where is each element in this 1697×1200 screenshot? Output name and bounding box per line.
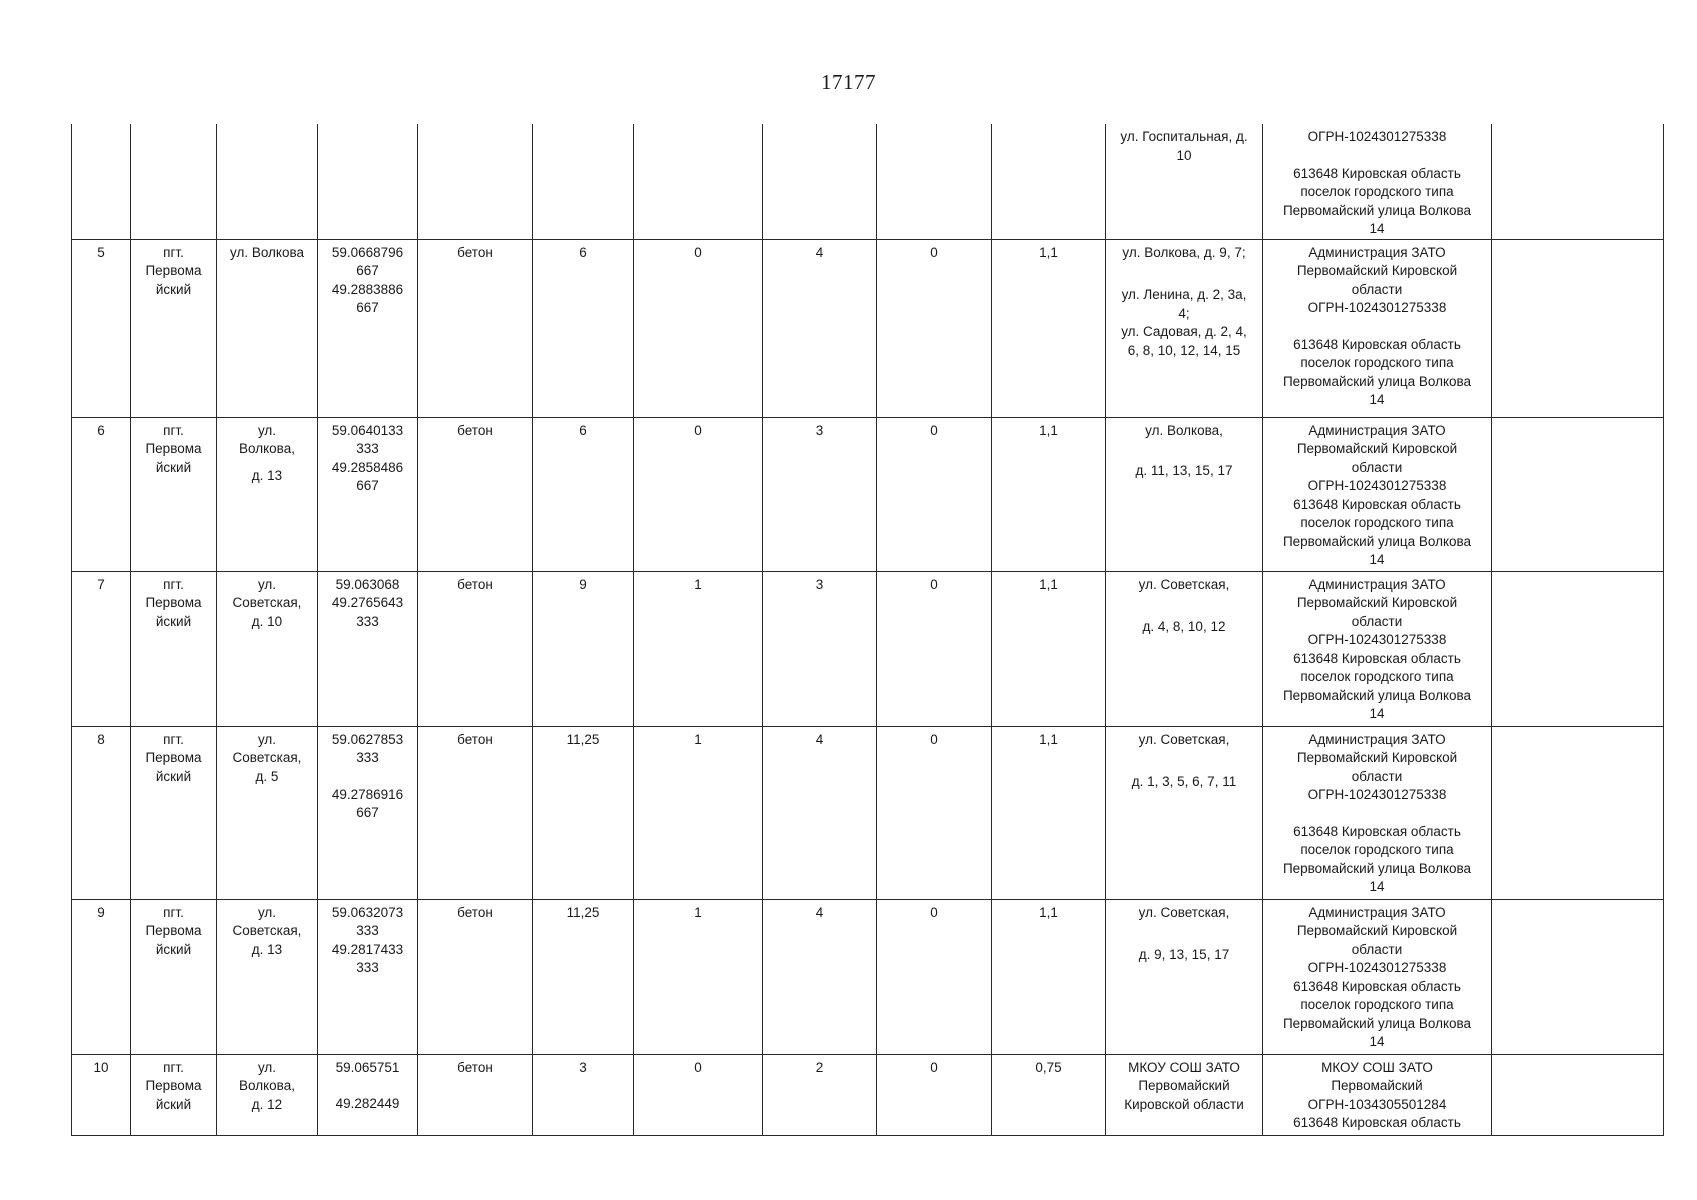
- table-row: [72, 239, 1664, 417]
- table-row: [72, 726, 1664, 899]
- cell-surface: бетон: [418, 417, 533, 571]
- cell-surface: [418, 124, 533, 239]
- cell-volume: 1,1: [992, 899, 1106, 1054]
- cell-owner: Администрация ЗАТО Первомайский Кировской области ОГРН-1024301275338 613648 Кировская область поселок городского типа Первомайский улица Волкова 14: [1263, 571, 1492, 726]
- cell-volume: 1,1: [992, 239, 1106, 417]
- cell-count-1: 1: [634, 899, 763, 1054]
- cell-served-objects: ул. Советская, д. 1, 3, 5, 6, 7, 11: [1106, 726, 1263, 899]
- cell-number: 8: [72, 726, 131, 899]
- cell-coordinates: 59.0640133 333 49.2858486 667: [318, 417, 418, 571]
- cell-owner: Администрация ЗАТО Первомайский Кировской области ОГРН-1024301275338 613648 Кировская область поселок городского типа Первомайский улица Волкова 14: [1263, 239, 1492, 417]
- cell-street: ул. Волкова, д. 12: [217, 1054, 318, 1135]
- cell-settlement: пгт. Первома йский: [131, 1054, 217, 1135]
- table-row: [72, 124, 1664, 239]
- cell-volume: 1,1: [992, 417, 1106, 571]
- cell-count-1: 0: [634, 417, 763, 571]
- cell-count-1: 0: [634, 1054, 763, 1135]
- cell-street: ул. Волкова, д. 13: [217, 417, 318, 571]
- cell-count-2: 3: [763, 571, 877, 726]
- cell-area: 9: [533, 571, 634, 726]
- cell-area: 6: [533, 417, 634, 571]
- cell-coordinates: 59.065751 49.282449: [318, 1054, 418, 1135]
- cell-notes: [1492, 1054, 1664, 1135]
- cell-settlement: пгт. Первома йский: [131, 571, 217, 726]
- cell-surface: бетон: [418, 239, 533, 417]
- cell-area: 11,25: [533, 726, 634, 899]
- cell-area: 6: [533, 239, 634, 417]
- cell-served-objects: ул. Советская, д. 4, 8, 10, 12: [1106, 571, 1263, 726]
- cell-number: [72, 124, 131, 239]
- cell-served-objects: МКОУ СОШ ЗАТО Первомайский Кировской области: [1106, 1054, 1263, 1135]
- cell-volume: 0,75: [992, 1054, 1106, 1135]
- cell-street: ул. Советская, д. 13: [217, 899, 318, 1054]
- cell-notes: [1492, 124, 1664, 239]
- cell-notes: [1492, 571, 1664, 726]
- cell-served-objects: ул. Волкова, д. 9, 7; ул. Ленина, д. 2, 3а, 4; ул. Садовая, д. 2, 4, 6, 8, 10, 12, 14, 15: [1106, 239, 1263, 417]
- cell-count-3: 0: [877, 899, 992, 1054]
- cell-surface: бетон: [418, 899, 533, 1054]
- cell-count-1: 1: [634, 571, 763, 726]
- cell-count-2: 3: [763, 417, 877, 571]
- cell-number: 5: [72, 239, 131, 417]
- cell-count-2: 2: [763, 1054, 877, 1135]
- cell-notes: [1492, 417, 1664, 571]
- cell-settlement: пгт. Первома йский: [131, 899, 217, 1054]
- cell-count-3: 0: [877, 726, 992, 899]
- cell-volume: 1,1: [992, 726, 1106, 899]
- cell-owner: МКОУ СОШ ЗАТО Первомайский ОГРН-1034305501284 613648 Кировская область: [1263, 1054, 1492, 1135]
- registry-table: [71, 124, 1664, 1136]
- cell-count-2: 4: [763, 899, 877, 1054]
- cell-count-1: 0: [634, 239, 763, 417]
- cell-count-3: 0: [877, 417, 992, 571]
- cell-owner: Администрация ЗАТО Первомайский Кировской области ОГРН-1024301275338 613648 Кировская область поселок городского типа Первомайский улица Волкова 14: [1263, 726, 1492, 899]
- table-row: [72, 1054, 1664, 1135]
- cell-coordinates: [318, 124, 418, 239]
- cell-surface: бетон: [418, 1054, 533, 1135]
- cell-coordinates: 59.063068 49.2765643 333: [318, 571, 418, 726]
- cell-owner: ОГРН-1024301275338 613648 Кировская область поселок городского типа Первомайский улица Волкова 14: [1263, 124, 1492, 239]
- cell-count-3: 0: [877, 571, 992, 726]
- cell-area: 11,25: [533, 899, 634, 1054]
- cell-served-objects: ул. Волкова, д. 11, 13, 15, 17: [1106, 417, 1263, 571]
- cell-count-3: 0: [877, 239, 992, 417]
- table-row: [72, 571, 1664, 726]
- cell-street: ул. Советская, д. 10: [217, 571, 318, 726]
- cell-notes: [1492, 899, 1664, 1054]
- cell-area: [533, 124, 634, 239]
- cell-surface: бетон: [418, 571, 533, 726]
- cell-count-3: [877, 124, 992, 239]
- cell-settlement: пгт. Первома йский: [131, 417, 217, 571]
- cell-street: ул. Волкова: [217, 239, 318, 417]
- cell-street: ул. Советская, д. 5: [217, 726, 318, 899]
- page-number: 17177: [821, 70, 876, 94]
- cell-number: 7: [72, 571, 131, 726]
- cell-settlement: пгт. Первома йский: [131, 726, 217, 899]
- cell-surface: бетон: [418, 726, 533, 899]
- cell-notes: [1492, 239, 1664, 417]
- cell-coordinates: 59.0627853 333 49.2786916 667: [318, 726, 418, 899]
- cell-owner: Администрация ЗАТО Первомайский Кировской области ОГРН-1024301275338 613648 Кировская область поселок городского типа Первомайский улица Волкова 14: [1263, 417, 1492, 571]
- cell-number: 10: [72, 1054, 131, 1135]
- cell-number: 9: [72, 899, 131, 1054]
- cell-count-1: 1: [634, 726, 763, 899]
- cell-area: 3: [533, 1054, 634, 1135]
- cell-count-3: 0: [877, 1054, 992, 1135]
- cell-volume: 1,1: [992, 571, 1106, 726]
- cell-count-1: [634, 124, 763, 239]
- cell-number: 6: [72, 417, 131, 571]
- cell-served-objects: ул. Госпитальная, д. 10: [1106, 124, 1263, 239]
- table-row: [72, 417, 1664, 571]
- cell-count-2: 4: [763, 239, 877, 417]
- cell-settlement: пгт. Первома йский: [131, 239, 217, 417]
- cell-coordinates: 59.0632073 333 49.2817433 333: [318, 899, 418, 1054]
- cell-served-objects: ул. Советская, д. 9, 13, 15, 17: [1106, 899, 1263, 1054]
- cell-owner: Администрация ЗАТО Первомайский Кировской области ОГРН-1024301275338 613648 Кировская область поселок городского типа Первомайский улица Волкова 14: [1263, 899, 1492, 1054]
- cell-count-2: 4: [763, 726, 877, 899]
- cell-count-2: [763, 124, 877, 239]
- cell-settlement: [131, 124, 217, 239]
- cell-coordinates: 59.0668796 667 49.2883886 667: [318, 239, 418, 417]
- cell-volume: [992, 124, 1106, 239]
- table-row: [72, 899, 1664, 1054]
- cell-street: [217, 124, 318, 239]
- cell-notes: [1492, 726, 1664, 899]
